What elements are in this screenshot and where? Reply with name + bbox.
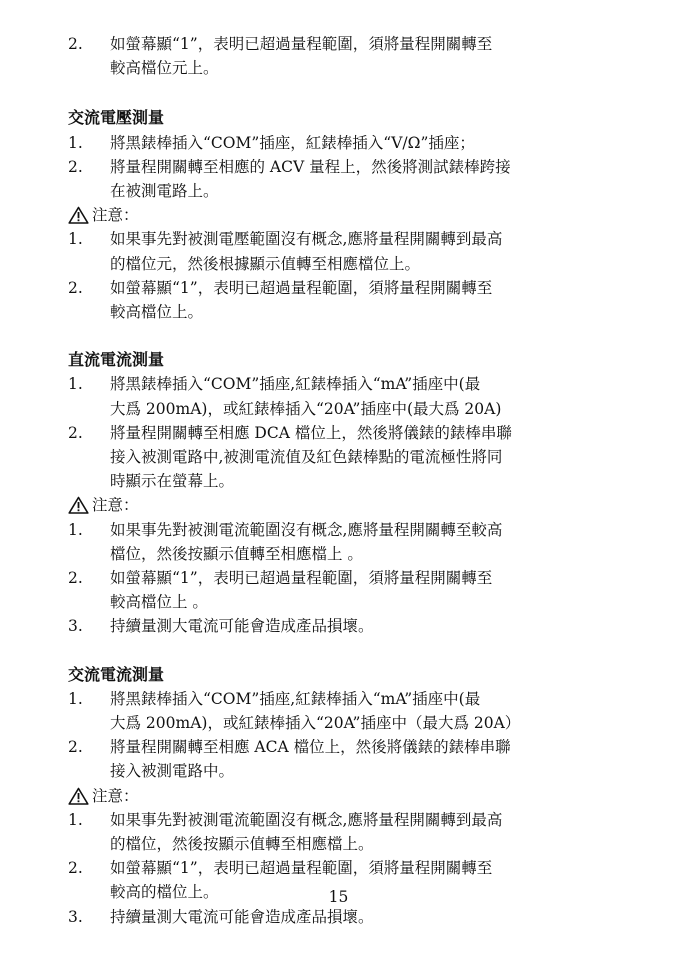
note-item-number: 1. (68, 810, 83, 829)
intro-item-text: 如螢幕顯“1”，表明已超過量程範圍，須將量程開關轉至 (110, 35, 493, 53)
step-item-number: 2. (68, 423, 83, 442)
note-item-number: 2. (68, 278, 83, 297)
step-item-text: 將量程開關轉至相應 DCA 檔位上，然後將儀錶的錶棒串聯 (110, 423, 512, 442)
warning-triangle-icon (68, 787, 89, 805)
note-item-number: 3. (68, 907, 83, 926)
step-item-text: 大爲 200mA)，或紅錶棒插入“20A”插座中(最大爲 20A) (110, 399, 502, 418)
note-label-group (68, 493, 139, 517)
step-item-text: 將量程開關轉至相應 ACA 檔位上，然後將儀錶的錶棒串聯 (110, 738, 511, 757)
note-item-text: 較高檔位上 。 (110, 593, 208, 612)
step-item-text: 接入被測電路中。 (110, 762, 235, 781)
note-item-text: 如果事先對被測電壓範圍沒有概念,應將量程開關轉到最高 (110, 230, 503, 249)
note-item-text: 檔位，然後按顯示值轉至相應檔上 。 (110, 544, 363, 563)
note-item-line (0, 566, 677, 590)
note-item-line (0, 300, 677, 324)
note-item-text: 如果事先對被測電流範圍沒有概念,應將量程開關轉到最高 (110, 810, 503, 829)
note-label: 注意： (92, 206, 139, 225)
section-title: 交流電流測量 (68, 664, 165, 684)
step-item-number: 1. (68, 375, 83, 394)
note-label-group (68, 203, 139, 227)
step-item-text: 將黑錶棒插入“COM”插座,紅錶棒插入“mA”插座中(最 (110, 689, 481, 708)
note-item-line (0, 252, 677, 276)
step-item-line (0, 735, 677, 759)
step-item-line (0, 759, 677, 783)
note-item-number: 3. (68, 617, 83, 636)
note-item-text: 如果事先對被測電流範圍沒有概念,應將量程開關轉至較高 (110, 520, 503, 539)
intro-item-number: 2. (68, 35, 83, 53)
note-item-number: 1. (68, 520, 83, 539)
step-item-line (0, 155, 677, 179)
step-item-line (0, 397, 677, 421)
step-item-number: 2. (68, 738, 83, 757)
note-item-line (0, 276, 677, 300)
note-item-line (0, 590, 677, 614)
note-item-number: 2. (68, 859, 83, 878)
page-number: 15 (328, 888, 349, 906)
section-heading-row (0, 106, 677, 130)
note-item-line (0, 542, 677, 566)
note-item-text: 如螢幕顯“1”，表明已超過量程範圍，須將量程開關轉至 (110, 569, 493, 587)
step-item-number: 2. (68, 157, 83, 176)
note-row (0, 203, 677, 227)
note-item-text: 較高的檔位上。 (110, 883, 219, 902)
step-item-line (0, 469, 677, 493)
step-item-number: 1. (68, 689, 83, 708)
step-item-line (0, 131, 677, 155)
note-label-group (68, 784, 139, 808)
note-item-line (0, 808, 677, 832)
step-item-line (0, 179, 677, 203)
note-item-text: 如螢幕顯“1”，表明已超過量程範圍，須將量程開關轉至 (110, 278, 493, 297)
section-title: 交流電壓測量 (68, 108, 165, 128)
note-item-number: 2. (68, 569, 83, 587)
step-item-text: 在被測電路上。 (110, 182, 219, 200)
note-item-text: 較高檔位上。 (110, 303, 204, 321)
note-row (0, 493, 677, 517)
warning-triangle-icon (68, 496, 89, 514)
section-title: 直流電流測量 (68, 350, 165, 370)
step-item-line (0, 687, 677, 711)
step-item-line (0, 711, 677, 735)
note-item-text: 如螢幕顯“1”，表明已超過量程範圍，須將量程開關轉至 (110, 859, 493, 878)
step-item-line (0, 421, 677, 445)
note-item-line (0, 614, 677, 638)
section-heading-row (0, 348, 677, 372)
note-item-number: 1. (68, 230, 83, 249)
note-item-text: 持續量測大電流可能會造成產品損壞。 (110, 907, 374, 926)
intro-item-line (0, 56, 677, 80)
step-item-line (0, 445, 677, 469)
note-label: 注意： (92, 496, 139, 515)
note-item-line (0, 227, 677, 251)
step-item-number: 1. (68, 133, 83, 152)
step-item-text: 接入被測電路中,被測電流值及紅色錶棒點的電流極性將同 (110, 448, 503, 466)
note-item-line (0, 518, 677, 542)
note-row (0, 784, 677, 808)
note-item-line (0, 856, 677, 880)
note-label: 注意： (92, 786, 139, 805)
step-item-line (0, 372, 677, 396)
step-item-text: 大爲 200mA)，或紅錶棒插入“20A”插座中（最大爲 20A） (110, 714, 521, 732)
intro-item-line (0, 32, 677, 56)
note-item-text: 持續量測大電流可能會造成產品損壞。 (110, 617, 374, 636)
note-item-text: 的檔位元，然後根據顯示值轉至相應檔位上。 (110, 254, 421, 273)
section-heading-row (0, 663, 677, 687)
intro-item-text: 較高檔位元上。 (110, 59, 219, 78)
note-item-line (0, 832, 677, 856)
step-item-text: 將黑錶棒插入“COM”插座,紅錶棒插入“mA”插座中(最 (110, 375, 481, 394)
note-item-text: 的檔位，然後按顯示值轉至相應檔上。 (110, 835, 374, 853)
step-item-text: 將黑錶棒插入“COM”插座，紅錶棒插入“V/Ω”插座； (110, 133, 475, 152)
step-item-text: 時顯示在螢幕上。 (110, 472, 235, 491)
step-item-text: 將量程開關轉至相應的 ACV 量程上，然後將測試錶棒跨接 (110, 157, 511, 176)
warning-triangle-icon (68, 206, 89, 224)
